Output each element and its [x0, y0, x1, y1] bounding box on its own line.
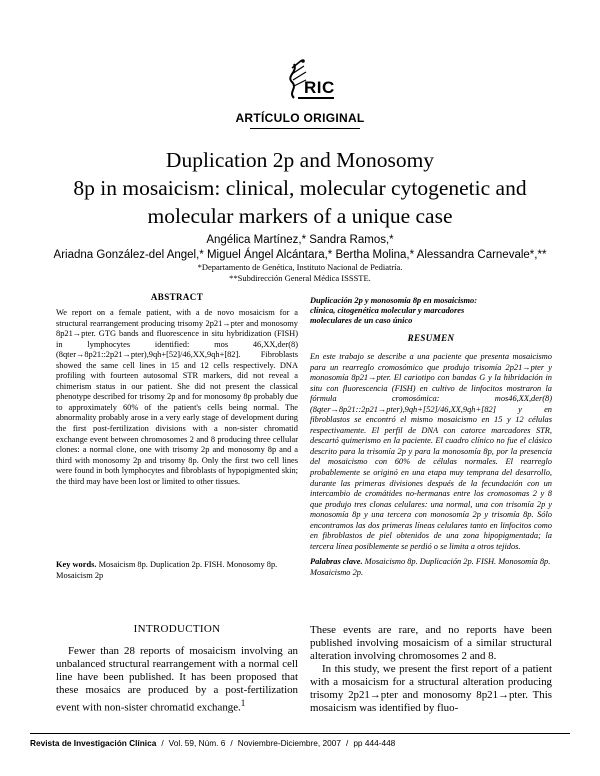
abstract-text: We report on a female patient, with a de novo mosaicism for a structural rearrangement producing trisomy 2p21→pter and monosomy 8p21→pter. GTG bands and fluorescence in situ hybridization (FISH) in lymphocytes identified: mos 46,XX,der(8)(8qter→8p21::2p21→pter),9qh+[52]/46,XX,9qh+[82]. Fibroblasts showed the same cell lines in 15 and 12 cells respectively. DNA profiling with fourteen autosomal STR markers, did not reveal a chimerism status in our patient. She did not present the classical phenotype described for trisomy 2p and for monosomy 8p probably due to approximately 60% of the patient's cells being normal. The abnormality probably arose in a very early stage of development during the first post-fertilization divisions with a non-sister chromatid exchange event between chromosomes 2 and 8 producing three cellular clones: a normal clone, one with trisomy 2p and monosomy 8p and a third with monosomy 2p and trisomy 8p. Only the first two cell lines were found in both lymphocytes and fibroblasts of hypopigmented skin; the third may have been lost or limited to other tissues. [56, 308, 298, 486]
footer-pages: pp 444-448 [353, 738, 396, 748]
page-footer: Revista de Investigación Clínica / Vol. 59, Núm. 6 / Noviembre-Diciembre, 2007 / pp 444-448 [30, 738, 396, 748]
keywords-label: Key words. [56, 560, 97, 569]
footer-journal: Revista de Investigación Clínica [30, 738, 157, 748]
logo-underline [298, 97, 334, 99]
journal-logo-text: RIC [304, 78, 335, 97]
title-line-1: Duplication 2p and Monosomy [165, 148, 435, 172]
affiliation-2: **Subdirección General Médica ISSSTE. [229, 273, 371, 283]
resumen-text: En este trabajo se describe a una paciente que presenta mosaicismo para un rearreglo cromosómico que produjo trisomía 2p21→pter y monosomía 8p21→pter. El cariotipo con bandas G y la hibridación in situ con fluorescencia (FISH) en cultivo de linfocitos mostraron la fórmula cromosómica: mos46,XX,der(8)(8qter→8p21::2p21→pter),9qh+[52]/46,XX,9qh+[82] y en fibroblastos se encontró el mismo mosaicismo en 15 y 12 células respectivamente. El perfil de DNA con catorce marcadores STR, descartó quimerismo en la paciente. El cuadro clínico no fue el clásico descrito para la trisomía 2p y para la monosomía 8p, por la presencia del mosaicismo con 60% de células normales. El rearreglo probablemente se originó en una etapa muy temprana del desarrollo, durante las primeras divisiones después de la fecundación con un intercambio de cromátides no-hermanas entre los cromosomas 2 y 8 que produjo tres clonas celulares: una normal, una con trisomía 2p y monosomía 8p y una tercera con monosomía 2p y trisomía 8p. Sólo encontramos las dos primeras líneas celulares tanto en linfocitos como en fibroblastos de piel obtenidos de una zona hipopigmentada; la tercera línea posiblemente se perdió o se limita a otros tejidos. [310, 352, 552, 551]
introduction-paragraph-1: Fewer than 28 reports of mosaicism involving an unbalanced structural rearrangement with a normal cell line have been published. It has been proposed that these mosaics are produced by a post-fertilization event with non-sister chromatid exchange. [56, 645, 298, 714]
citation-1[interactable]: 1 [240, 698, 246, 708]
article-title [30, 146, 570, 230]
palabras-clave-text: Mosaicismo 8p. Duplicación 2p. FISH. Monosomía 8p. Mosaicismo 2p. [310, 557, 551, 577]
affiliation-1: *Departamento de Genética, Instituto Nacional de Pediatría. [197, 262, 403, 272]
introduction-paragraph-3: In this study, we present the first report of a patient with a mosaicism for a structural alteration producing trisomy 2p21→pter and monosomy 8p21→pter. This mosaicism was identified by fluo- [310, 663, 552, 714]
section-label: ARTÍCULO ORIGINAL [235, 111, 365, 125]
palabras-clave [310, 557, 552, 578]
affiliations [30, 262, 570, 284]
resumen-title: Duplicación 2p y monosomía 8p en mosaicismo: clínica, citogenética molecular y marcadores moleculares de un caso único [310, 296, 478, 325]
introduction-paragraph-2: These events are rare, and no reports have been published involving mosaicism of a similar structural alteration involving chromosomes 2 and 8. [310, 624, 552, 662]
title-line-2: 8p in mosaicism: clinical, molecular cytogenetic and [73, 176, 527, 200]
abstract-heading: ABSTRACT [150, 292, 204, 302]
resumen-section [310, 296, 552, 552]
keywords-text: Mosaicism 8p. Duplication 2p. FISH. Monosomy 8p. Mosaicism 2p [56, 560, 278, 580]
introduction-left-column [56, 645, 298, 715]
keywords [56, 560, 298, 581]
authors-line-1: Angélica Martínez,* Sandra Ramos,* [206, 234, 394, 246]
footer-rule [30, 733, 570, 734]
footer-volume: Vol. 59, Núm. 6 [168, 738, 226, 748]
introduction-heading: INTRODUCTION [133, 623, 221, 635]
section-label-rule [250, 128, 360, 129]
footer-date: Noviembre-Diciembre, 2007 [237, 738, 341, 748]
palabras-clave-label: Palabras clave. [310, 557, 363, 566]
introduction-right-column [310, 624, 552, 715]
abstract-section [56, 292, 298, 487]
authors-line-2: Ariadna González-del Angel,* Miguel Ángel Alcántara,* Bertha Molina,* Alessandra Carnevale*,** [53, 249, 547, 261]
resumen-heading: RESUMEN [407, 333, 455, 343]
title-line-3: molecular markers of a unique case [147, 204, 453, 228]
author-list [30, 233, 570, 263]
